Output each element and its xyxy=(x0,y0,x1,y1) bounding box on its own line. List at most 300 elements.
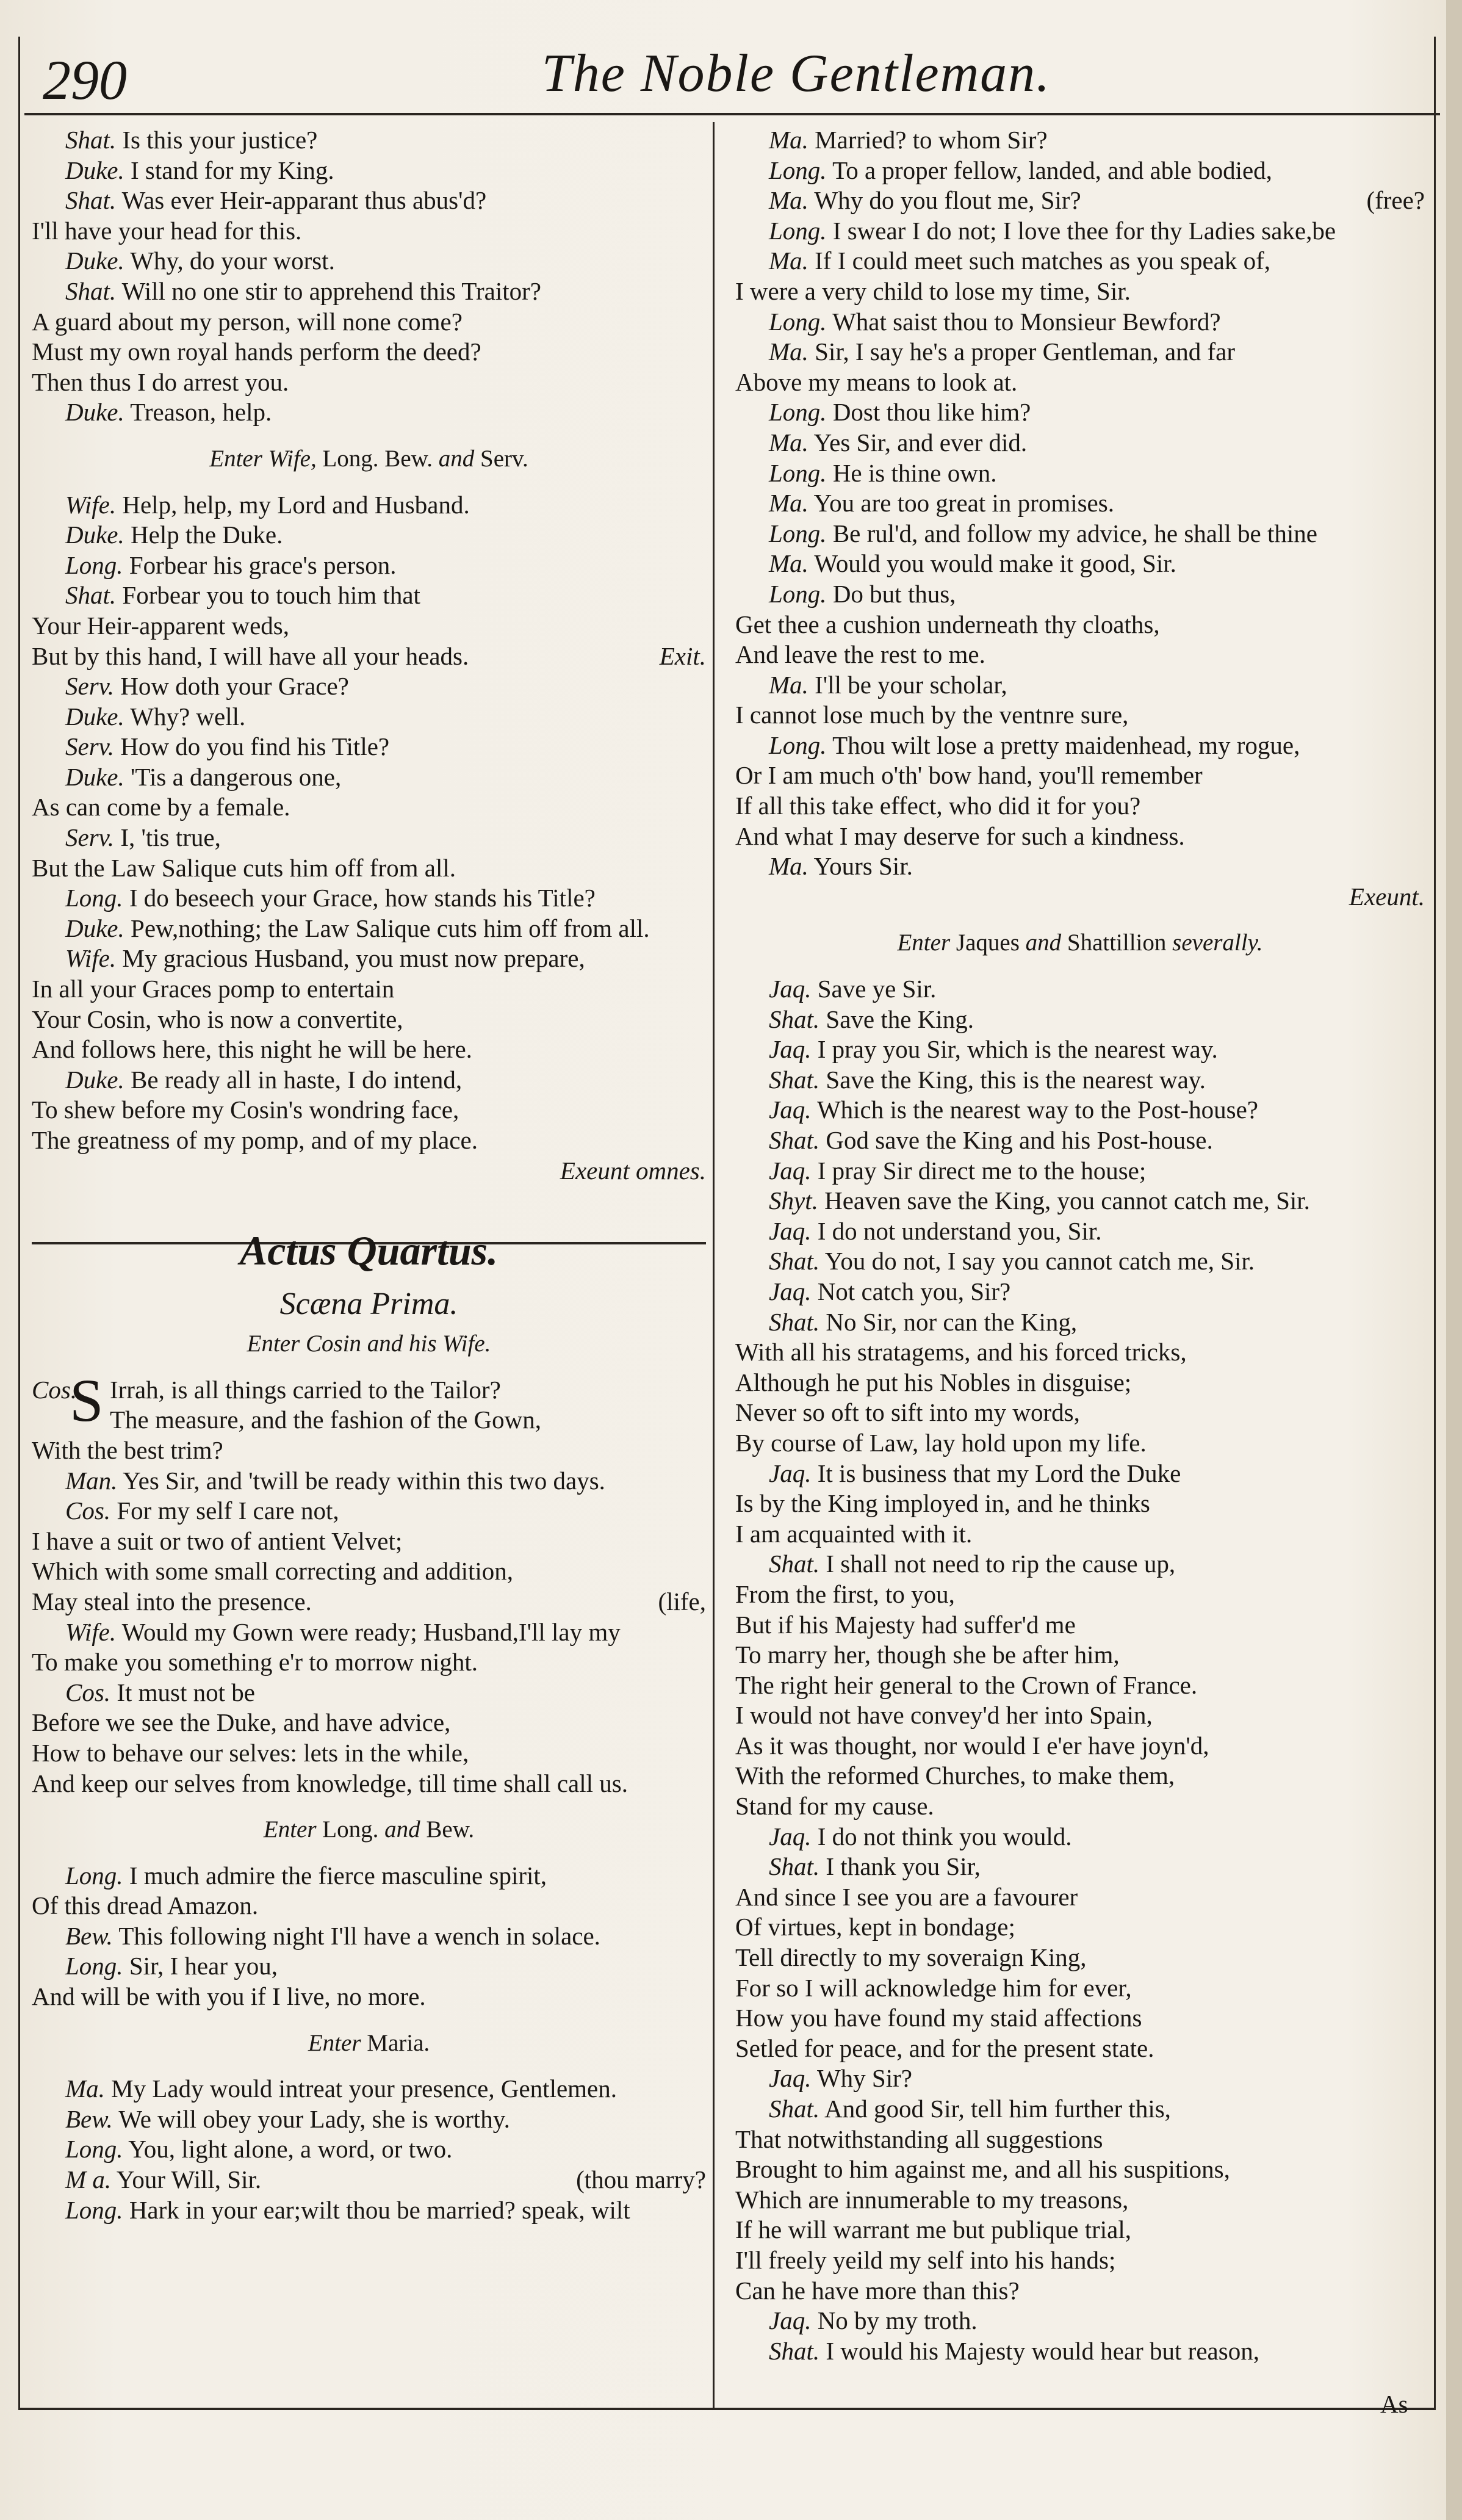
text-line xyxy=(32,186,706,216)
text-line xyxy=(735,1216,1425,1247)
text-line xyxy=(735,610,1425,640)
line-text: We will obey your Lady, she is worthy. xyxy=(118,2104,510,2133)
line-text: I'll be your scholar, xyxy=(815,670,1007,699)
spacer xyxy=(735,912,1425,928)
text-line xyxy=(735,1125,1425,1156)
speaker: Wife. xyxy=(65,490,117,519)
exeunt-omnes: Exeunt omnes. xyxy=(560,1156,706,1185)
speaker: Shat. xyxy=(65,581,117,610)
line-text: It is business that my Lord the Duke xyxy=(817,1459,1181,1487)
text-line xyxy=(735,974,1425,1005)
line-text: The right heir general to the Crown of France. xyxy=(735,1670,1198,1699)
text-line xyxy=(735,276,1425,307)
text-line xyxy=(735,700,1425,731)
speaker: Ma. xyxy=(769,126,808,154)
text-line xyxy=(32,914,706,944)
spacer xyxy=(32,428,706,444)
text-line xyxy=(735,186,1425,216)
line-text: Be rul'd, and follow my advice, he shall be thine xyxy=(832,519,1317,547)
line-text: I do beseech your Grace, how stands his Title? xyxy=(129,884,596,912)
catchword: As xyxy=(1380,2390,1408,2418)
text-line xyxy=(32,367,706,398)
speaker: Wife. xyxy=(65,1617,117,1646)
line-text: No by my troth. xyxy=(817,2306,978,2335)
line-text: I would his Majesty would hear but reason, xyxy=(826,2336,1259,2365)
text-line xyxy=(32,1861,706,1891)
drop-cap: S xyxy=(70,1366,104,1434)
line-text: Yours Sir. xyxy=(813,852,913,881)
text-line xyxy=(735,549,1425,579)
line-text: Forbear you to touch him that xyxy=(122,581,420,610)
exit-line xyxy=(735,882,1425,912)
text-line xyxy=(32,1556,706,1587)
exeunt: Exeunt. xyxy=(1349,882,1425,911)
text-line xyxy=(32,2074,706,2104)
line-text: Then thus I do arrest you. xyxy=(32,367,289,396)
text-line xyxy=(735,1428,1425,1459)
line-text: How you have found my staid affections xyxy=(735,2004,1142,2032)
running-title: The Noble Gentleman. xyxy=(541,44,1051,103)
text-line xyxy=(735,1307,1425,1338)
line-text: Of virtues, kept in bondage; xyxy=(735,1913,1015,1941)
text-line xyxy=(32,853,706,884)
line-text: Hark in your ear;wilt thou be married? speak, wilt xyxy=(129,2195,630,2224)
text-line xyxy=(735,2063,1425,2094)
line-text: That notwithstanding all suggestions xyxy=(735,2125,1103,2153)
line-text: Never so oft to sift into my words, xyxy=(735,1398,1080,1427)
line-text: Of this dread Amazon. xyxy=(32,1891,259,1920)
text-line xyxy=(32,2134,706,2165)
text-line xyxy=(735,1337,1425,1368)
text-line xyxy=(32,125,706,156)
text-line xyxy=(735,1459,1425,1489)
line-text: I have a suit or two of antient Velvet; xyxy=(32,1526,403,1555)
stage-direction-2: Enter Cosin and his Wife. xyxy=(247,1330,491,1357)
text-line xyxy=(735,397,1425,428)
line-text: Help, help, my Lord and Husband. xyxy=(122,490,470,519)
line-text: Your Cosin, who is now a convertite, xyxy=(32,1005,403,1033)
line-text: I, 'tis true, xyxy=(120,823,221,852)
line-text: Irrah, is all things carried to the Tailor? xyxy=(110,1375,501,1404)
header-rule xyxy=(24,113,1440,115)
line-text: Not catch you, Sir? xyxy=(817,1277,1011,1305)
speaker: Long. xyxy=(65,2135,123,2164)
text-line xyxy=(32,551,706,581)
exit-line xyxy=(32,1156,706,1186)
line-text: It must not be xyxy=(117,1678,255,1706)
speaker: Long. xyxy=(65,551,123,579)
speaker: Ma. xyxy=(769,852,808,881)
speaker: Serv. xyxy=(65,823,115,852)
text-line xyxy=(735,1246,1425,1277)
sd-and: and xyxy=(438,445,475,472)
text-line xyxy=(735,1398,1425,1428)
line-text: Do but thus, xyxy=(832,579,956,608)
speaker: Bew. xyxy=(65,1921,113,1950)
line-text: Tell directly to my soveraign King, xyxy=(735,1943,1087,1972)
speaker: Jaq. xyxy=(769,1035,812,1064)
text-line xyxy=(32,1095,706,1125)
line-text: Sir, I hear you, xyxy=(129,1952,278,1980)
sd-shattillion: Shattillion xyxy=(1067,930,1167,956)
speaker: Man. xyxy=(65,1466,118,1495)
text-line xyxy=(735,1670,1425,1701)
text-line xyxy=(735,731,1425,761)
speaker: Long. xyxy=(65,1952,123,1980)
text-line xyxy=(32,974,706,1005)
line-text: Treason, help. xyxy=(130,398,272,427)
right-column xyxy=(735,125,1425,2366)
speaker: Shat. xyxy=(769,1065,820,1094)
speaker: Jaq. xyxy=(769,2064,812,2093)
sd-enter: Enter xyxy=(897,930,951,956)
line-text: Dost thou like him? xyxy=(832,398,1031,427)
footer-rule xyxy=(18,2408,1436,2410)
speaker: Shat. xyxy=(769,1247,820,1276)
line-text: A guard about my person, will none come? xyxy=(32,307,463,336)
line-text: Why do you flout me, Sir? xyxy=(814,186,1081,215)
speaker: Ma. xyxy=(769,247,808,275)
speaker: Ma. xyxy=(769,428,808,457)
line-text: With the reformed Churches, to make them, xyxy=(735,1761,1175,1790)
line-text: My Lady would intreat your presence, Gentlemen. xyxy=(111,2074,618,2103)
text-line xyxy=(32,156,706,186)
text-line xyxy=(735,1156,1425,1186)
speaker: Long. xyxy=(769,398,827,427)
text-line xyxy=(735,2034,1425,2064)
text-line xyxy=(32,2195,706,2226)
text-line xyxy=(32,1065,706,1096)
line-text: Although he put his Nobles in disguise; xyxy=(735,1368,1132,1396)
line-text: But by this hand, I will have all your heads. xyxy=(32,641,469,670)
line-text: Is this your justice? xyxy=(122,126,318,154)
text-line xyxy=(735,1822,1425,1852)
speaker: Shat. xyxy=(65,126,117,154)
text-line xyxy=(735,1065,1425,1096)
text-line xyxy=(32,792,706,823)
text-line xyxy=(32,1496,706,1526)
speaker: Duke. xyxy=(65,521,124,549)
speaker: Shat. xyxy=(769,1307,820,1336)
line-text: Yes Sir, and ever did. xyxy=(813,428,1028,457)
page-number: 290 xyxy=(43,49,127,111)
act-title: Actus Quartus. xyxy=(239,1227,499,1274)
speaker: Duke. xyxy=(65,156,124,184)
speaker: Long. xyxy=(65,2195,123,2224)
line-text: Yes Sir, and 'twill be ready within this two days. xyxy=(123,1466,605,1495)
speaker: Jaq. xyxy=(769,1216,812,1245)
line-text: If all this take effect, who did it for you? xyxy=(735,792,1141,820)
text-line xyxy=(32,944,706,974)
line-text: Thou wilt lose a pretty maidenhead, my rogue, xyxy=(832,731,1300,759)
text-line xyxy=(735,307,1425,338)
line-text: God save the King and his Post-house. xyxy=(826,1126,1213,1154)
speaker: Shat. xyxy=(769,2336,820,2365)
line-text: Sir, I say he's a proper Gentleman, and far xyxy=(815,338,1235,366)
sd-serv: Serv. xyxy=(480,445,528,472)
line-text: Which is the nearest way to the Post-house? xyxy=(816,1096,1258,1124)
line-text: Save the King, this is the nearest way. xyxy=(826,1065,1206,1094)
text-line xyxy=(32,276,706,307)
text-line xyxy=(32,337,706,367)
sd-enter: Enter xyxy=(308,2029,361,2056)
speaker: Ma. xyxy=(769,549,808,578)
text-line xyxy=(32,1125,706,1156)
line-text: Heaven save the King, you cannot catch me, Sir. xyxy=(824,1186,1310,1215)
line-text: Get thee a cushion underneath thy cloaths, xyxy=(735,610,1160,638)
speaker: Ma. xyxy=(65,2074,105,2103)
sd-bew: Bew. xyxy=(426,1816,475,1843)
text-line xyxy=(32,1435,706,1466)
line-text: As it was thought, nor would I e'er have joyn'd, xyxy=(735,1731,1209,1760)
frame-left-rule xyxy=(18,37,20,2408)
spacer xyxy=(32,1186,706,1221)
text-line xyxy=(735,1791,1425,1822)
text-line xyxy=(735,1610,1425,1641)
speaker: Ma. xyxy=(769,489,808,518)
column-divider xyxy=(713,122,715,2408)
sd-and: and xyxy=(384,1816,420,1843)
line-text: But if his Majesty had suffer'd me xyxy=(735,1610,1076,1639)
text-line xyxy=(32,490,706,521)
sd-enter: Enter xyxy=(263,1816,317,1843)
text-line xyxy=(735,1580,1425,1610)
speaker: Shat. xyxy=(769,1005,820,1033)
text-line xyxy=(32,1951,706,1982)
line-text: Your Heir-apparent weds, xyxy=(32,611,289,640)
text-line xyxy=(735,337,1425,367)
speaker: Shyt. xyxy=(769,1186,818,1215)
text-line xyxy=(735,246,1425,276)
dialogue-block-2 xyxy=(32,490,706,1156)
sd-enter: Enter xyxy=(209,445,262,472)
drop-cap-line-2: The measure, and the fashion of the Gown, xyxy=(110,1406,542,1434)
line-text: To a proper fellow, landed, and able bodied, xyxy=(832,156,1272,184)
spacer xyxy=(32,2012,706,2028)
line-text: Forbear his grace's person. xyxy=(129,551,397,579)
line-text: And will be with you if I live, no more. xyxy=(32,1982,426,2011)
speaker: Cos. xyxy=(65,1496,111,1525)
line-text: He is thine own. xyxy=(832,458,997,487)
dialogue-block-2 xyxy=(735,974,1425,2366)
text-line xyxy=(32,1678,706,1708)
line-text: And follows here, this night he will be here. xyxy=(32,1035,472,1064)
line-text: To make you something e'r to morrow night. xyxy=(32,1648,478,1677)
line-text: Your Will, Sir. xyxy=(116,2165,262,2194)
scene-title: Scæna Prima. xyxy=(279,1287,458,1322)
line-text: Would you would make it good, Sir. xyxy=(814,549,1176,578)
line-text: Above my means to look at. xyxy=(735,367,1018,396)
line-text: In all your Graces pomp to entertain xyxy=(32,975,395,1003)
sd-names: Long. Bew. xyxy=(322,445,433,472)
text-line xyxy=(735,1731,1425,1761)
speaker: Bew. xyxy=(65,2104,113,2133)
speaker: Shat. xyxy=(65,276,117,305)
text-line xyxy=(32,1587,706,1617)
line-text: Must my own royal hands perform the deed? xyxy=(32,338,481,366)
line-text: For my self I care not, xyxy=(117,1496,339,1525)
speaker: Shat. xyxy=(769,2095,820,2123)
text-line xyxy=(735,1852,1425,1882)
right-note: (free? xyxy=(1366,186,1425,215)
sd-maria: Maria. xyxy=(367,2029,430,2056)
text-line xyxy=(32,1466,706,1496)
text-line xyxy=(735,1489,1425,1519)
line-text: I swear I do not; I love thee for thy Ladies sake,be xyxy=(832,216,1336,245)
text-line xyxy=(735,821,1425,852)
text-line xyxy=(32,762,706,793)
speaker: Wife. xyxy=(65,944,117,973)
text-line xyxy=(735,1882,1425,1913)
speaker: Jaq. xyxy=(769,1822,812,1850)
line-text: You do not, I say you cannot catch me, Sir. xyxy=(824,1247,1255,1276)
speaker: Duke. xyxy=(65,702,124,731)
speaker: Cos. xyxy=(65,1678,111,1706)
line-text: Would my Gown were ready; Husband,I'll lay my xyxy=(121,1617,621,1646)
line-text: Which with some small correcting and addition, xyxy=(32,1557,514,1586)
text-line xyxy=(32,580,706,611)
text-line xyxy=(735,1761,1425,1791)
frame-right-rule xyxy=(1434,37,1436,2408)
line-text: I shall not need to rip the cause up, xyxy=(826,1550,1176,1578)
line-text: To marry her, though she be after him, xyxy=(735,1641,1120,1669)
dialogue-block-1 xyxy=(735,125,1425,882)
speaker: Duke. xyxy=(65,914,124,942)
line-text: If I could meet such matches as you speak of, xyxy=(815,247,1271,275)
text-line xyxy=(32,883,706,914)
speaker: Jaq. xyxy=(769,1156,812,1185)
text-line xyxy=(735,1973,1425,2004)
text-line xyxy=(735,1186,1425,1216)
text-line xyxy=(32,1891,706,1921)
line-text: Was ever Heir-apparant thus abus'd? xyxy=(121,186,487,215)
right-note: (thou marry? xyxy=(576,2165,706,2194)
speaker: Serv. xyxy=(65,672,115,701)
speaker: Cos. xyxy=(32,1375,77,1404)
line-text: And leave the rest to me. xyxy=(735,640,985,669)
line-text: By course of Law, lay hold upon my life. xyxy=(735,1428,1147,1457)
text-line xyxy=(735,1095,1425,1125)
line-text: How to behave our selves: lets in the while, xyxy=(32,1738,469,1767)
line-text: How doth your Grace? xyxy=(120,672,349,701)
text-line xyxy=(735,1519,1425,1550)
text-line xyxy=(735,1700,1425,1731)
text-line xyxy=(735,1005,1425,1035)
left-column xyxy=(32,125,706,2225)
spacer xyxy=(32,1845,706,1861)
text-line xyxy=(735,216,1425,247)
line-text: I much admire the fierce masculine spirit, xyxy=(129,1861,547,1890)
text-line xyxy=(735,1034,1425,1065)
line-text: Or I am much o'th' bow hand, you'll remember xyxy=(735,761,1203,790)
line-text: What saist thou to Monsieur Bewford? xyxy=(832,307,1221,336)
text-line xyxy=(735,156,1425,186)
text-line xyxy=(735,2336,1425,2367)
line-text: Be ready all in haste, I do intend, xyxy=(131,1065,463,1094)
line-text: Help the Duke. xyxy=(131,521,283,549)
line-text: And what I may deserve for such a kindness. xyxy=(735,821,1185,850)
speaker: Duke. xyxy=(65,762,124,791)
text-line xyxy=(735,670,1425,701)
text-line xyxy=(735,2245,1425,2276)
text-line xyxy=(735,1549,1425,1580)
line-text: I am acquainted with it. xyxy=(735,1519,973,1548)
text-line xyxy=(735,2154,1425,2185)
text-line xyxy=(32,1982,706,2012)
speaker: Long. xyxy=(769,216,827,245)
speaker: Duke. xyxy=(65,1065,124,1094)
text-line xyxy=(32,702,706,732)
line-text: Why Sir? xyxy=(816,2064,912,2093)
text-line xyxy=(32,1617,706,1648)
speaker: Long. xyxy=(769,579,827,608)
speaker: Duke. xyxy=(65,398,124,427)
text-line xyxy=(32,823,706,853)
sd-severally: severally. xyxy=(1172,930,1263,956)
text-line xyxy=(735,851,1425,882)
sd-long: Long. xyxy=(322,1816,379,1843)
text-line xyxy=(32,1034,706,1065)
text-line xyxy=(735,1368,1425,1398)
sd-wife: Wife, xyxy=(268,445,317,472)
line-text: With all his stratagems, and his forced tricks, xyxy=(735,1338,1187,1367)
line-text: And keep our selves from knowledge, till time shall call us. xyxy=(32,1769,628,1797)
speaker: Long. xyxy=(65,884,123,912)
stage-direction xyxy=(735,928,1425,958)
sd-jaques: Jaques xyxy=(956,930,1020,956)
spacer xyxy=(32,1359,706,1375)
text-line xyxy=(735,1912,1425,1943)
text-line xyxy=(32,216,706,247)
line-text: If he will warrant me but publique trial, xyxy=(735,2215,1131,2244)
line-text: I'll have your head for this. xyxy=(32,216,302,245)
line-text: You, light alone, a word, or two. xyxy=(128,2135,453,2164)
line-text: I do not understand you, Sir. xyxy=(817,1216,1102,1245)
line-text: And good Sir, tell him further this, xyxy=(824,2095,1171,2123)
spacer xyxy=(32,1799,706,1814)
line-text: Can he have more than this? xyxy=(735,2276,1020,2305)
line-text: As can come by a female. xyxy=(32,793,290,821)
text-line xyxy=(32,520,706,551)
text-line xyxy=(32,1647,706,1678)
text-line xyxy=(735,488,1425,519)
speaker: Shat. xyxy=(769,1126,820,1154)
line-text: Is by the King imployed in, and he thinks xyxy=(735,1489,1150,1518)
line-text: 'Tis a dangerous one, xyxy=(131,762,342,791)
spacer xyxy=(32,2058,706,2074)
line-text: I do not think you would. xyxy=(817,1822,1072,1850)
speaker: M a. xyxy=(65,2165,112,2194)
line-text: I'll freely yeild my self into his hands; xyxy=(735,2245,1116,2274)
page-edge-shadow xyxy=(1446,0,1462,2520)
text-line xyxy=(735,2125,1425,2155)
speaker: Shat. xyxy=(769,1852,820,1881)
text-line xyxy=(735,367,1425,398)
stage-direction xyxy=(32,444,706,474)
text-line xyxy=(32,397,706,428)
text-line xyxy=(32,1738,706,1769)
line-text: I thank you Sir, xyxy=(826,1852,981,1881)
text-line xyxy=(735,458,1425,489)
text-line xyxy=(32,671,706,702)
speaker: Long. xyxy=(769,458,827,487)
line-text: I would not have convey'd her into Spain, xyxy=(735,1701,1153,1730)
dialogue-block-3 xyxy=(32,1435,706,1799)
spacer xyxy=(32,474,706,490)
speaker: Shat. xyxy=(769,1550,820,1578)
line-text: I pray you Sir, which is the nearest way. xyxy=(817,1035,1218,1064)
line-text: Married? to whom Sir? xyxy=(815,126,1048,154)
